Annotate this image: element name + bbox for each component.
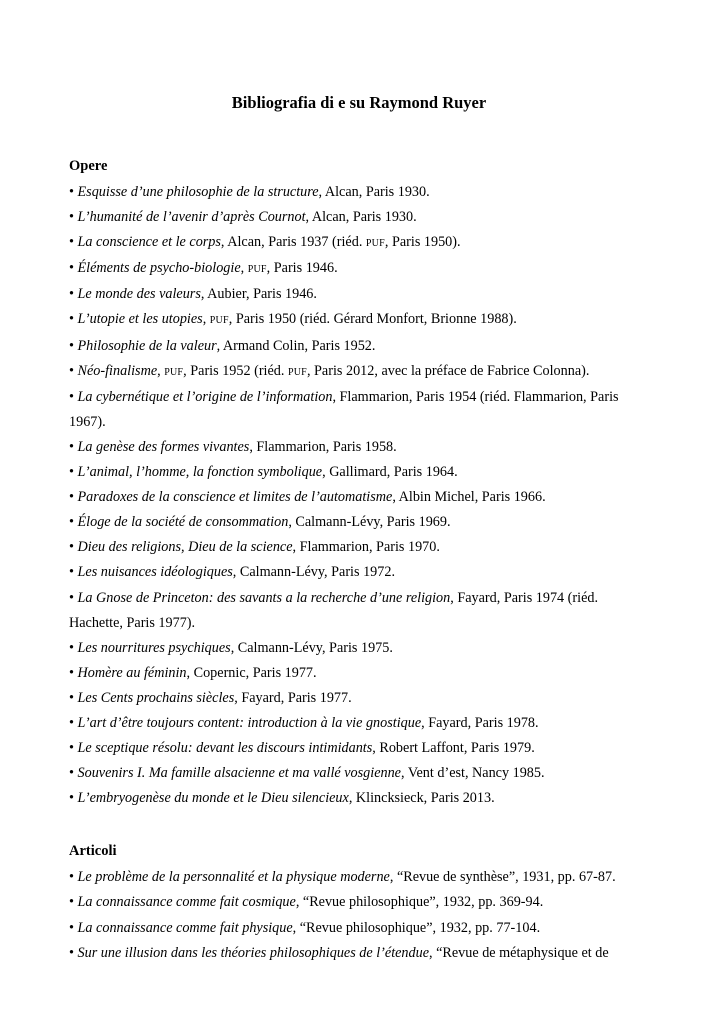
bibliography-entry — [69, 334, 649, 359]
bullet: • — [69, 260, 78, 277]
bullet: • — [69, 765, 78, 782]
entry-title: La connaissance comme fait cosmique — [77, 894, 296, 911]
bullet: • — [69, 311, 78, 328]
entry-title: Néo-finalisme — [77, 362, 158, 379]
bibliography-entry — [69, 510, 649, 535]
entry-title: Paradoxes de la conscience et limites de l’automatisme — [77, 489, 393, 506]
entry-details: , Klincksieck, Paris 2013. — [348, 790, 495, 807]
bullet: • — [69, 689, 78, 706]
bibliography-entry — [69, 180, 649, 205]
bibliography-entry — [69, 307, 649, 333]
bibliography-entry — [69, 890, 649, 915]
entry-title: La cybernétique et l’origine de l’information — [77, 388, 333, 405]
entry-details: , PUF, Paris 1950 (riéd. Gérard Monfort, Brionne 1988). — [202, 311, 517, 328]
bullet: • — [69, 464, 78, 481]
bibliography-entry — [69, 485, 649, 510]
entry-details: , “Revue philosophique”, 1932, pp. 77-104. — [292, 919, 541, 936]
entry-title: Homère au féminin — [77, 664, 187, 681]
entry-list — [69, 865, 649, 965]
bibliography-entry — [69, 460, 649, 485]
entry-details: , Flammarion, Paris 1970. — [292, 539, 440, 556]
bullet: • — [69, 489, 78, 506]
bibliography-entry — [69, 661, 649, 686]
entry-details: , Flammarion, Paris 1954 (riéd. Flammarion, Paris 1967). — [69, 388, 619, 430]
bibliography-entry — [69, 385, 649, 435]
bullet: • — [69, 234, 78, 251]
entry-title: L’animal, l’homme, la fonction symbolique — [77, 464, 323, 481]
entry-title: Le monde des valeurs — [77, 286, 201, 303]
entry-title: Sur une illusion dans les théories philosophiques de l’étendue — [77, 944, 430, 961]
entry-details: , Vent d’est, Nancy 1985. — [400, 765, 545, 782]
entry-details: , PUF, Paris 1952 (riéd. PUF, Paris 2012, avec la préface de Fabrice Colonna). — [157, 362, 590, 379]
bullet: • — [69, 790, 78, 807]
entry-details: , Robert Laffont, Paris 1979. — [372, 740, 535, 757]
entry-details: , Armand Colin, Paris 1952. — [216, 337, 376, 354]
bibliography-entry — [69, 786, 649, 811]
bullet: • — [69, 286, 78, 303]
entry-title: Dieu des religions, Dieu de la science — [77, 539, 293, 556]
bibliography-entry — [69, 711, 649, 736]
bullet: • — [69, 514, 78, 531]
entry-details: , “Revue de métaphysique et de — [429, 944, 609, 961]
entry-title: Le problème de la personnalité et la physique moderne — [77, 869, 390, 886]
entry-title: Éléments de psycho-biologie — [77, 260, 241, 277]
bullet: • — [69, 639, 78, 656]
entry-details: , Alcan, Paris 1937 (riéd. PUF, Paris 1950). — [220, 234, 461, 251]
section-heading: Articoli — [69, 843, 117, 860]
bibliography-entry — [69, 205, 649, 230]
bibliography-entry — [69, 636, 649, 661]
bullet: • — [69, 919, 78, 936]
entry-title: Éloge de la société de consommation — [77, 514, 289, 531]
bibliography-entry — [69, 586, 649, 636]
bibliography-entry — [69, 686, 649, 711]
bibliography-entry — [69, 435, 649, 460]
bullet: • — [69, 539, 78, 556]
bibliography-entry — [69, 865, 649, 890]
bibliography-entry — [69, 941, 649, 966]
entry-title: Esquisse d’une philosophie de la structure — [77, 184, 319, 200]
bibliography-entry — [69, 761, 649, 786]
entry-details: , Flammarion, Paris 1958. — [249, 438, 397, 455]
entry-title: L’embryogenèse du monde et le Dieu silencieux — [77, 790, 349, 807]
bibliography-entry — [69, 359, 649, 385]
bullet: • — [69, 362, 78, 379]
section-opere — [69, 156, 649, 811]
entry-details: , Alcan, Paris 1930. — [305, 209, 417, 226]
entry-title: Les Cents prochains siècles — [77, 689, 235, 706]
entry-details: , Copernic, Paris 1977. — [186, 664, 317, 681]
bullet: • — [69, 869, 78, 886]
entry-title: Le sceptique résolu: devant les discours intimidants — [77, 740, 373, 757]
bullet: • — [69, 944, 78, 961]
entry-title: La genèse des formes vivantes — [77, 438, 250, 455]
bullet: • — [69, 664, 78, 681]
entry-details: , Calmann-Lévy, Paris 1972. — [232, 564, 395, 581]
entry-details: , Calmann-Lévy, Paris 1975. — [230, 639, 393, 656]
bullet: • — [69, 894, 78, 911]
bullet: • — [69, 564, 78, 581]
entry-details: , Aubier, Paris 1946. — [200, 286, 317, 303]
entry-title: La Gnose de Princeton: des savants a la recherche d’une religion — [77, 589, 451, 606]
entry-details: , Albin Michel, Paris 1966. — [392, 489, 546, 506]
bullet: • — [69, 589, 78, 606]
entry-list — [69, 180, 649, 811]
section-heading: Opere — [69, 158, 108, 174]
bibliography-entry — [69, 535, 649, 560]
bullet: • — [69, 714, 78, 731]
bibliography-entry — [69, 230, 649, 256]
entry-details: , Fayard, Paris 1977. — [234, 689, 352, 706]
entry-title: L’humanité de l’avenir d’après Cournot — [77, 209, 306, 226]
bibliography-entry — [69, 282, 649, 307]
bibliography-entry — [69, 916, 649, 941]
entry-title: Souvenirs I. Ma famille alsacienne et ma vallé vosgienne — [77, 765, 401, 782]
bibliography-sections — [69, 156, 649, 966]
entry-title: La conscience et le corps — [77, 234, 221, 251]
bullet: • — [69, 388, 78, 405]
entry-details: , “Revue de synthèse”, 1931, pp. 67-87. — [389, 869, 616, 886]
entry-title: Philosophie de la valeur — [77, 337, 217, 354]
bullet: • — [69, 184, 78, 200]
entry-title: L’utopie et les utopies — [77, 311, 203, 328]
entry-details: , Gallimard, Paris 1964. — [322, 464, 458, 481]
entry-details: , Fayard, Paris 1978. — [421, 714, 539, 731]
entry-title: Les nuisances idéologiques — [77, 564, 233, 581]
entry-title: Les nourritures psychiques — [77, 639, 231, 656]
document-title: Bibliografia di e su Raymond Ruyer — [231, 93, 487, 112]
bullet: • — [69, 337, 78, 354]
document-page — [69, 93, 649, 966]
bullet: • — [69, 740, 78, 757]
entry-details: , Alcan, Paris 1930. — [318, 184, 430, 200]
entry-details: , Fayard, Paris 1974 (riéd. Hachette, Paris 1977). — [69, 589, 599, 631]
bullet: • — [69, 438, 78, 455]
bibliography-entry — [69, 736, 649, 761]
bibliography-entry — [69, 560, 649, 585]
bullet: • — [69, 209, 78, 226]
bibliography-entry — [69, 256, 649, 282]
entry-title: L’art d’être toujours content: introduction à la vie gnostique — [77, 714, 422, 731]
entry-details: , “Revue philosophique”, 1932, pp. 369-94. — [295, 894, 544, 911]
entry-title: La connaissance comme fait physique — [77, 919, 293, 936]
entry-details: , Calmann-Lévy, Paris 1969. — [288, 514, 451, 531]
entry-details: , PUF, Paris 1946. — [240, 260, 338, 277]
section-articoli — [69, 841, 649, 965]
